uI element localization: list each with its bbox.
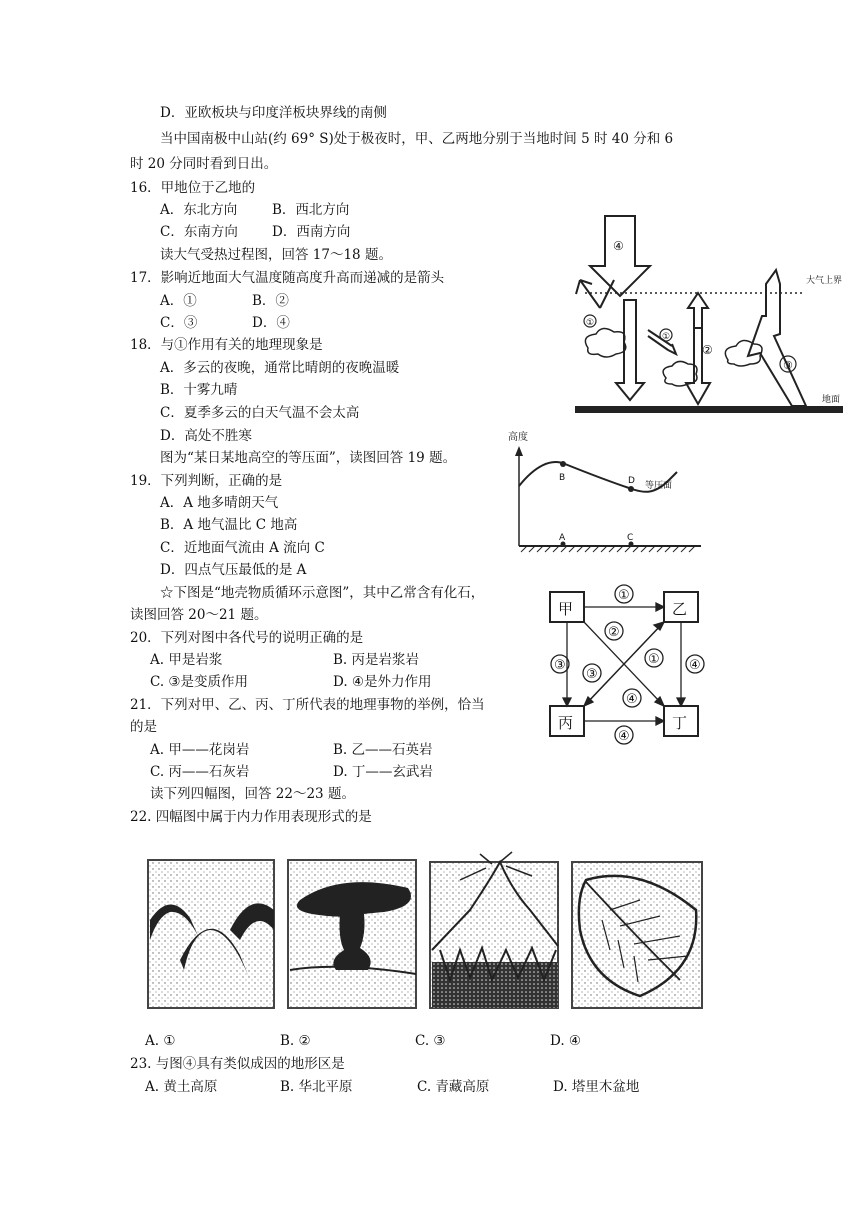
question-19: 19．下列判断，正确的是 xyxy=(130,473,283,489)
option-c: C．近地面气流由 A 流向 C xyxy=(160,540,325,556)
process-label: ③ xyxy=(554,658,566,673)
option-c: C. 青藏高原 xyxy=(417,1079,490,1095)
arrowhead-icon xyxy=(656,603,664,611)
atmosphere-heating-figure xyxy=(570,208,850,423)
passage-line: 当中国南极中山站(约 69° S)处于极夜时，甲、乙两地分别于当地时间 5 时 40 分和 6 xyxy=(160,131,674,147)
option-d: D. ④是外力作用 xyxy=(333,674,432,690)
atmosphere-top-label: 大气上界 xyxy=(806,276,843,286)
arrowhead-icon xyxy=(654,622,664,630)
option-b: B．十雾九晴 xyxy=(160,382,238,398)
option-a: A．多云的夜晚，通常比晴朗的夜晚温暖 xyxy=(160,360,400,376)
point-label: C xyxy=(627,533,634,543)
question-21: 21．下列对甲、乙、丙、丁所代表的地理事物的举例，恰当 xyxy=(130,697,485,713)
point-label: A xyxy=(559,533,566,543)
cloud-icon xyxy=(585,328,625,357)
ground-radiation-arrow xyxy=(748,270,806,406)
option-c: C．东南方向 xyxy=(160,224,238,240)
option-line: D．亚欧板块与印度洋板块界线的南侧 xyxy=(160,105,387,121)
question-23: 23. 与图④具有类似成因的地形区是 xyxy=(130,1056,345,1072)
process-label: ④ xyxy=(618,729,630,744)
upward-arrow xyxy=(688,293,708,328)
option-b: B. ② xyxy=(280,1033,311,1049)
option-b: B．西北方向 xyxy=(272,202,350,218)
intro-line: 图为“某日某地高空的等压面”，读图回答 19 题。 xyxy=(160,450,457,466)
arrowhead-icon xyxy=(563,698,571,706)
option-d: D. 塔里木盆地 xyxy=(553,1079,640,1095)
arrow-label: ① xyxy=(662,332,671,342)
ground-bar xyxy=(575,406,843,413)
landform-image-2 xyxy=(288,860,416,1008)
option-d: D．高处不胜寒 xyxy=(160,428,252,444)
node-label: 乙 xyxy=(672,600,688,618)
point-label: D xyxy=(628,476,635,486)
axis-arrow-icon xyxy=(515,446,523,456)
point-d xyxy=(628,486,634,492)
process-label: ② xyxy=(608,625,620,640)
intro-line: 读下列四幅图，回答 22～23 题。 xyxy=(150,786,355,802)
landform-image-3 xyxy=(430,852,558,1008)
isobaric-surface-figure xyxy=(505,428,715,558)
arrowhead-icon xyxy=(677,698,685,706)
passage-line: 时 20 分同时看到日出。 xyxy=(130,156,278,172)
arrow-label: ③ xyxy=(783,359,793,372)
option-d: D．四点气压最低的是 A xyxy=(160,562,307,578)
option-b: B. 丙是岩浆岩 xyxy=(333,652,420,668)
rock-cycle-figure xyxy=(540,578,715,748)
option-b: B．A 地气温比 C 地高 xyxy=(160,517,298,533)
solar-radiation-arrow xyxy=(590,216,650,296)
process-label: ① xyxy=(618,588,630,603)
option-a: A．东北方向 xyxy=(160,202,238,218)
ground-label: 地面 xyxy=(822,395,841,405)
reflection-arrow xyxy=(576,280,600,308)
question-20: 20．下列对图中各代号的说明正确的是 xyxy=(130,630,364,646)
question-17: 17．影响近地面大气温度随高度升高而递减的是箭头 xyxy=(130,270,445,286)
option-c: C．夏季多云的白天气温不会太高 xyxy=(160,405,360,421)
counter-radiation-arrow xyxy=(686,328,710,404)
process-label: ① xyxy=(648,652,660,667)
point-b xyxy=(560,461,566,467)
option-a: A．A 地多晴朗天气 xyxy=(160,495,279,511)
option-c: C. ③是变质作用 xyxy=(150,674,249,690)
option-b: B．② xyxy=(252,293,289,309)
question-18: 18．与①作用有关的地理现象是 xyxy=(130,337,323,353)
option-c: C. ③ xyxy=(415,1033,446,1049)
option-c: C. 丙——石灰岩 xyxy=(150,764,250,780)
option-d: D. 丁——玄武岩 xyxy=(333,764,433,780)
process-label: ③ xyxy=(586,667,598,682)
arrow-label: ④ xyxy=(613,239,624,253)
landform-image-4 xyxy=(572,862,702,1008)
ground-absorption-arrow xyxy=(616,300,644,400)
option-a: A. 黄土高原 xyxy=(145,1079,218,1095)
node-label: 甲 xyxy=(558,600,574,618)
curve-label: 等压面 xyxy=(645,481,673,491)
option-a: A. 甲——花岗岩 xyxy=(150,742,250,758)
landform-images xyxy=(140,850,710,1015)
question-22: 22. 四幅图中属于内力作用表现形式的是 xyxy=(130,809,372,825)
intro-line: 读大气受热过程图，回答 17～18 题。 xyxy=(160,247,392,263)
point-label: B xyxy=(559,473,566,483)
arrow-label: ② xyxy=(702,343,713,357)
question-21-cont: 的是 xyxy=(130,719,157,735)
question-16: 16．甲地位于乙地的 xyxy=(130,180,256,196)
y-axis-label: 高度 xyxy=(508,432,528,443)
process-label: ④ xyxy=(626,692,638,707)
intro-line: ☆下图是“地壳物质循环示意图”，其中乙常含有化石， xyxy=(160,585,485,601)
option-d: D．④ xyxy=(252,315,290,331)
option-c: C．③ xyxy=(160,315,198,331)
option-b: B. 乙——石英岩 xyxy=(333,742,433,758)
arrow-label: ① xyxy=(586,318,595,328)
option-a: A. 甲是岩浆 xyxy=(150,652,223,668)
node-label: 丙 xyxy=(558,714,574,732)
arrowhead-icon xyxy=(656,717,664,725)
process-label: ④ xyxy=(689,658,701,673)
node-label: 丁 xyxy=(672,714,688,732)
landform-image-1 xyxy=(148,860,274,1008)
option-d: D. ④ xyxy=(550,1033,582,1049)
option-a: A．① xyxy=(160,293,197,309)
intro-line: 读图回答 20～21 题。 xyxy=(130,607,268,623)
option-a: A. ① xyxy=(145,1033,176,1049)
option-d: D．西南方向 xyxy=(272,224,351,240)
option-b: B. 华北平原 xyxy=(280,1079,353,1095)
